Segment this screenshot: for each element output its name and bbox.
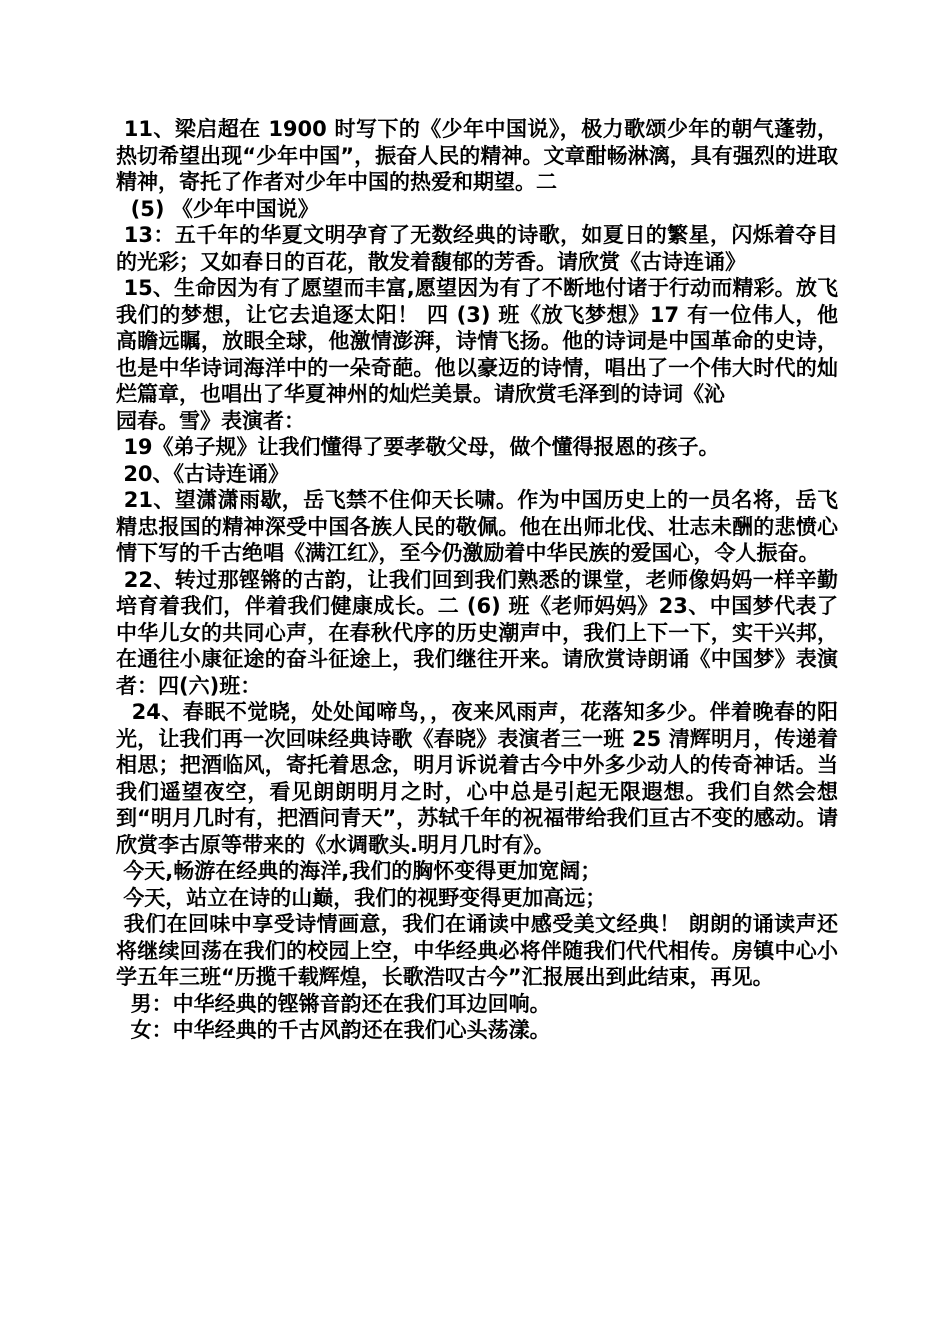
paragraph-22-23: 22、转过那铿锵的古韵，让我们回到我们熟悉的课堂，老师像妈妈一样辛勤培育着我们，伴着我们健康成长。二 (6) 班《老师妈妈》23、中国梦代表了中华儿女的共同心声，在春秋代序的历史潮声中，我们上下一下，实干兴邦，在通往小康征途的奋斗征途上，我们继往开来。请欣赏诗朗诵《中国梦》表演者：四(六)班： — [116, 567, 838, 698]
paragraph-female-line: 女：中华经典的千古风韵还在我们心头荡漾。 — [116, 1018, 551, 1042]
paragraph-performer-line: 园春。雪》表演者： — [116, 408, 305, 433]
paragraph-closing: 我们在回味中享受诗情画意，我们在诵读中感受美文经典！ 朗朗的诵读声还将继续回荡在我们的校园上空，中华经典必将伴随我们代代相传。房镇中心小学五年三班“历揽千载辉煌，长歌浩叹古今”汇报展出到此结束，再见。 — [116, 912, 838, 989]
document-body — [116, 116, 838, 1044]
paragraph-male-line: 男：中华经典的铿锵音韵还在我们耳边回响。 — [116, 991, 551, 1016]
paragraph-today-2: 今天，站立在诗的山巅，我们的视野变得更加高远； — [116, 885, 607, 910]
paragraph-19: 19《弟子规》让我们懂得了要孝敬父母，做个懂得报恩的孩子。 — [116, 435, 720, 459]
paragraph-13: 13：五千年的华夏文明孕育了无数经典的诗歌，如夏日的繁星，闪烁着夺目的光彩；又如春日的百花，散发着馥郁的芳香。请欣赏《古诗连诵》 — [116, 223, 838, 274]
paragraph-class-title: (5) 《少年中国说》 — [116, 196, 319, 221]
paragraph-15-17: 15、生命因为有了愿望而丰富,愿望因为有了不断地付诸于行动而精彩。放飞我们的梦想，让它去追逐太阳！ 四 (3) 班《放飞梦想》17 有一位伟人，他高瞻远瞩，放眼全球，他激情澎湃，诗情飞扬。他的诗词是中国革命的史诗，也是中华诗词海洋中的一朵奇葩。他以豪迈的诗情，唱出了一个伟大时代的灿烂篇章，也唱出了华夏神州的灿烂美景。请欣赏毛泽到的诗词《沁 — [116, 276, 839, 406]
paragraph-21: 21、望潇潇雨歇，岳飞禁不住仰天长啸。作为中国历史上的一员名将，岳飞精忠报国的精神深受中国各族人民的敬佩。他在出师北伐、壮志未酬的悲愤心情下写的千古绝唱《满江红》，至今仍激励着中华民族的爱国心，令人振奋。 — [116, 488, 838, 565]
paragraph-today-1: 今天,畅游在经典的海洋,我们的胸怀变得更加宽阔； — [116, 859, 602, 883]
paragraph-20: 20、《古诗连诵》 — [116, 461, 290, 486]
paragraph-11: 11、梁启超在 1900 时写下的《少年中国说》，极力歌颂少年的朝气蓬勃，热切希望出现“少年中国”，振奋人民的精神。文章酣畅淋漓，具有强烈的进取精神，寄托了作者对少年中国的热爱和期望。二 — [116, 117, 838, 194]
paragraph-24-25: 24、春眠不觉晓，处处闻啼鸟，，夜来风雨声，花落知多少。伴着晚春的阳光，让我们再一次回味经典诗歌《春晓》表演者三一班 25 清辉明月，传递着相思；把酒临风，寄托着思念，明月诉说着古今中外多少动人的传奇神话。当我们遥望夜空，看见朗朗明月之时，心中总是引起无限遐想。我们自然会想到“明月几时有，把酒问青天”，苏轼千年的祝福带给我们亘古不变的感动。请欣赏李古原等带来的《水调歌头.明月几时有》。 — [116, 700, 838, 857]
